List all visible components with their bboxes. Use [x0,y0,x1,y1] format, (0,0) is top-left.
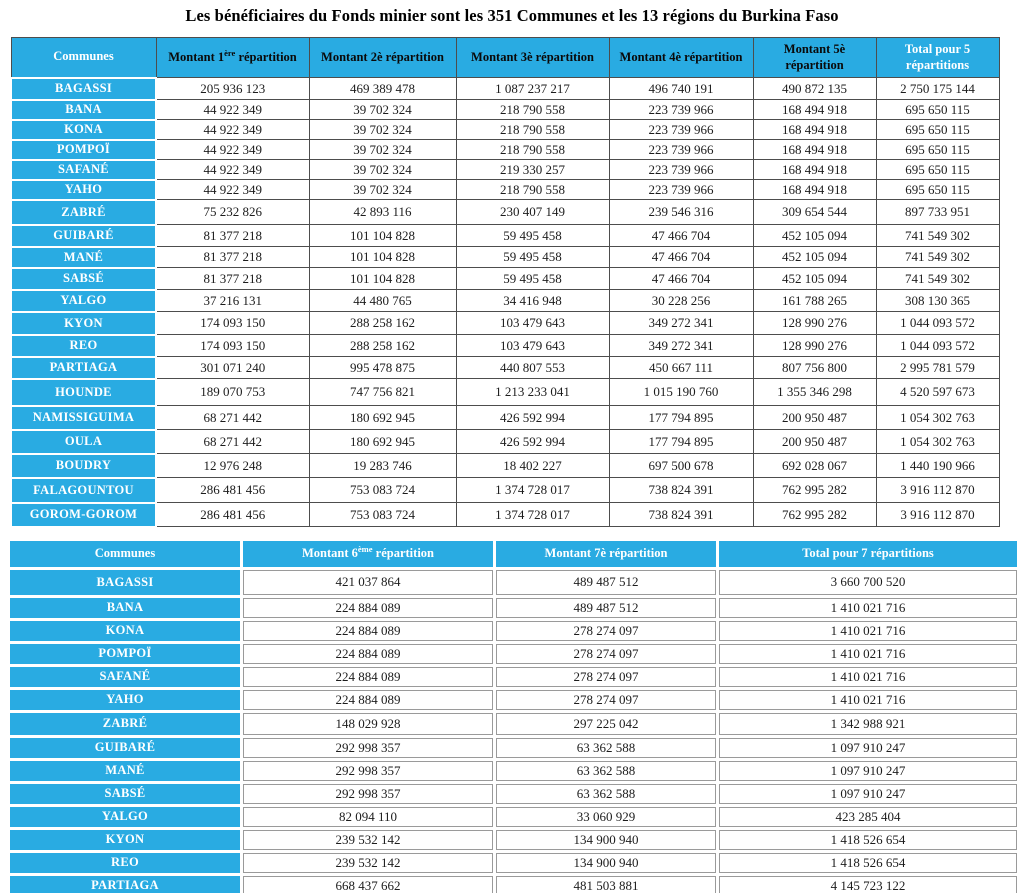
table-row [11,430,999,454]
amount-cell: 200 950 487 [753,430,876,454]
table-row [11,478,999,503]
commune-cell: GOROM-GOROM [11,503,156,527]
commune-cell: MANÉ [10,761,240,781]
amount-cell: 205 936 123 [156,78,309,100]
table-row [10,807,1017,827]
commune-cell: BAGASSI [10,570,240,595]
amount-cell: 223 739 966 [609,120,753,140]
column-header-label: Montant 3è répartition [471,49,594,64]
amount-cell: 47 466 704 [609,247,753,268]
amount-cell: 308 130 365 [876,290,999,312]
amount-cell: 452 105 094 [753,247,876,268]
amount-cell: 174 093 150 [156,312,309,335]
commune-cell: MANÉ [11,247,156,268]
amount-cell: 278 274 097 [496,690,716,710]
column-header [876,38,999,78]
table-row [11,379,999,406]
amount-cell: 39 702 324 [309,180,456,200]
amount-cell: 278 274 097 [496,667,716,687]
amount-cell: 218 790 558 [456,180,609,200]
amount-cell: 469 389 478 [309,78,456,100]
table-row [10,738,1017,758]
amount-cell: 81 377 218 [156,225,309,247]
amount-cell: 423 285 404 [719,807,1017,827]
amount-cell: 168 494 918 [753,160,876,180]
amount-cell: 148 029 928 [243,713,493,735]
amount-cell: 4 145 723 122 [719,876,1017,893]
ordinal-superscript: ère [224,47,236,58]
table-row [11,120,999,140]
table-row [11,225,999,247]
amount-cell: 452 105 094 [753,225,876,247]
amount-cell: 1 418 526 654 [719,853,1017,873]
amount-cell: 278 274 097 [496,621,716,641]
column-header-label: Montant 6 [302,545,358,560]
amount-cell: 18 402 227 [456,454,609,478]
amount-cell: 44 922 349 [156,180,309,200]
amount-cell: 292 998 357 [243,784,493,804]
amount-cell: 12 976 248 [156,454,309,478]
amount-cell: 3 916 112 870 [876,503,999,527]
amount-cell: 292 998 357 [243,738,493,758]
amount-cell: 103 479 643 [456,312,609,335]
amount-cell: 224 884 089 [243,598,493,618]
amount-cell: 1 213 233 041 [456,379,609,406]
commune-cell: REO [10,853,240,873]
column-header-label: Montant 2è répartition [321,49,444,64]
column-header-label: Total pour 5 répartitions [904,41,971,72]
amount-cell: 695 650 115 [876,100,999,120]
amount-cell: 692 028 067 [753,454,876,478]
amount-cell: 1 355 346 298 [753,379,876,406]
amount-cell: 897 733 951 [876,200,999,225]
table2-header [10,541,1017,567]
amount-cell: 224 884 089 [243,621,493,641]
amount-cell: 741 549 302 [876,268,999,290]
amount-cell: 695 650 115 [876,160,999,180]
amount-cell: 297 225 042 [496,713,716,735]
column-header-label: Total pour 7 répartitions [802,545,934,560]
commune-cell: REO [11,335,156,357]
column-header-label: Montant 7è répartition [544,545,668,560]
commune-cell: YAHO [11,180,156,200]
amount-cell: 44 922 349 [156,140,309,160]
column-header [156,38,309,78]
column-header [11,38,156,78]
commune-cell: NAMISSIGUIMA [11,406,156,430]
amount-cell: 30 228 256 [609,290,753,312]
amount-cell: 1 054 302 763 [876,406,999,430]
amount-cell: 223 739 966 [609,100,753,120]
column-header [496,541,716,567]
amount-cell: 19 283 746 [309,454,456,478]
amount-cell: 168 494 918 [753,100,876,120]
commune-cell: KONA [10,621,240,641]
amount-cell: 180 692 945 [309,406,456,430]
amount-cell: 1 342 988 921 [719,713,1017,735]
table-row [11,140,999,160]
amount-cell: 288 258 162 [309,335,456,357]
amount-cell: 34 416 948 [456,290,609,312]
amount-cell: 218 790 558 [456,100,609,120]
amount-cell: 33 060 929 [496,807,716,827]
amount-cell: 63 362 588 [496,784,716,804]
amount-cell: 224 884 089 [243,690,493,710]
commune-cell: BOUDRY [11,454,156,478]
amount-cell: 101 104 828 [309,225,456,247]
amount-cell: 81 377 218 [156,268,309,290]
amount-cell: 103 479 643 [456,335,609,357]
commune-cell: BANA [10,598,240,618]
amount-cell: 450 667 111 [609,357,753,379]
amount-cell: 995 478 875 [309,357,456,379]
amount-cell: 695 650 115 [876,180,999,200]
column-header [609,38,753,78]
amount-cell: 47 466 704 [609,225,753,247]
table-row [11,200,999,225]
amount-cell: 239 546 316 [609,200,753,225]
amount-cell: 224 884 089 [243,644,493,664]
page-title: Les bénéficiaires du Fonds minier sont les 351 Communes et les 13 régions du Burkina Faso [185,6,839,25]
amount-cell: 168 494 918 [753,120,876,140]
amount-cell: 68 271 442 [156,430,309,454]
commune-cell: YAHO [10,690,240,710]
amount-cell: 1 410 021 716 [719,690,1017,710]
amount-cell: 223 739 966 [609,160,753,180]
commune-cell: SAFANÉ [11,160,156,180]
commune-cell: HOUNDE [11,379,156,406]
commune-cell: POMPOÏ [10,644,240,664]
table-row [11,290,999,312]
commune-cell: POMPOÏ [11,140,156,160]
amount-cell: 59 495 458 [456,225,609,247]
amount-cell: 421 037 864 [243,570,493,595]
amount-cell: 738 824 391 [609,503,753,527]
column-header-label: Montant 5è répartition [783,41,846,72]
amount-cell: 286 481 456 [156,503,309,527]
amount-cell: 189 070 753 [156,379,309,406]
table-row [11,335,999,357]
amount-cell: 218 790 558 [456,140,609,160]
commune-cell: KONA [11,120,156,140]
commune-cell: GUIBARÉ [11,225,156,247]
table1-header [11,38,999,78]
header-row [10,541,1017,567]
amount-cell: 161 788 265 [753,290,876,312]
amount-cell: 101 104 828 [309,268,456,290]
commune-cell: SABSÉ [10,784,240,804]
amount-cell: 1 418 526 654 [719,830,1017,850]
amount-cell: 1 374 728 017 [456,478,609,503]
amount-cell: 301 071 240 [156,357,309,379]
commune-cell: GUIBARÉ [10,738,240,758]
amount-cell: 44 922 349 [156,160,309,180]
table-row [11,406,999,430]
amount-cell: 1 097 910 247 [719,784,1017,804]
amount-cell: 440 807 553 [456,357,609,379]
amount-cell: 807 756 800 [753,357,876,379]
commune-cell: KYON [10,830,240,850]
amount-cell: 81 377 218 [156,247,309,268]
amount-cell: 44 922 349 [156,120,309,140]
amount-cell: 134 900 940 [496,853,716,873]
amount-cell: 168 494 918 [753,140,876,160]
amount-cell: 1 097 910 247 [719,738,1017,758]
amount-cell: 59 495 458 [456,247,609,268]
table-row [11,454,999,478]
amount-cell: 695 650 115 [876,120,999,140]
amount-cell: 695 650 115 [876,140,999,160]
column-header [309,38,456,78]
amount-cell: 230 407 149 [456,200,609,225]
column-header [243,541,493,567]
repartitions-1-5-table [10,37,1000,528]
column-header-label: Montant 4è répartition [619,49,743,64]
amount-cell: 75 232 826 [156,200,309,225]
amount-cell: 1 044 093 572 [876,335,999,357]
amount-cell: 177 794 895 [609,430,753,454]
table-row [10,690,1017,710]
commune-cell: SAFANÉ [10,667,240,687]
amount-cell: 762 995 282 [753,503,876,527]
amount-cell: 42 893 116 [309,200,456,225]
amount-cell: 177 794 895 [609,406,753,430]
amount-cell: 59 495 458 [456,268,609,290]
amount-cell: 1 087 237 217 [456,78,609,100]
amount-cell: 349 272 341 [609,335,753,357]
table-row [10,644,1017,664]
column-header-label: Communes [53,49,114,64]
amount-cell: 1 440 190 966 [876,454,999,478]
amount-cell: 481 503 881 [496,876,716,893]
amount-cell: 1 410 021 716 [719,644,1017,664]
amount-cell: 39 702 324 [309,100,456,120]
column-header [719,541,1017,567]
table-row [10,621,1017,641]
amount-cell: 39 702 324 [309,120,456,140]
amount-cell: 426 592 994 [456,430,609,454]
amount-cell: 224 884 089 [243,667,493,687]
table-row [11,160,999,180]
column-header-label: Communes [94,545,156,560]
table-row [10,830,1017,850]
amount-cell: 134 900 940 [496,830,716,850]
amount-cell: 426 592 994 [456,406,609,430]
commune-cell: OULA [11,430,156,454]
amount-cell: 741 549 302 [876,225,999,247]
amount-cell: 288 258 162 [309,312,456,335]
table-row [10,761,1017,781]
amount-cell: 489 487 512 [496,598,716,618]
amount-cell: 668 437 662 [243,876,493,893]
column-header-label-suffix: répartition [372,545,434,560]
commune-cell: ZABRÉ [11,200,156,225]
commune-cell: PARTIAGA [11,357,156,379]
commune-cell: SABSÉ [11,268,156,290]
column-header-label: Montant 1 [168,49,225,64]
table-row [10,853,1017,873]
amount-cell: 44 480 765 [309,290,456,312]
amount-cell: 452 105 094 [753,268,876,290]
amount-cell: 239 532 142 [243,830,493,850]
amount-cell: 753 083 724 [309,478,456,503]
amount-cell: 4 520 597 673 [876,379,999,406]
amount-cell: 1 374 728 017 [456,503,609,527]
table-row [10,876,1017,893]
table-row [11,357,999,379]
table-row [11,180,999,200]
amount-cell: 128 990 276 [753,335,876,357]
amount-cell: 1 410 021 716 [719,667,1017,687]
table-row [11,503,999,527]
amount-cell: 174 093 150 [156,335,309,357]
amount-cell: 39 702 324 [309,160,456,180]
commune-cell: BAGASSI [11,78,156,100]
amount-cell: 219 330 257 [456,160,609,180]
amount-cell: 200 950 487 [753,406,876,430]
table-row [10,570,1017,595]
amount-cell: 239 532 142 [243,853,493,873]
commune-cell: YALGO [10,807,240,827]
table-row [10,784,1017,804]
amount-cell: 2 995 781 579 [876,357,999,379]
repartitions-6-7-table [7,538,1020,893]
amount-cell: 3 916 112 870 [876,478,999,503]
commune-cell: BANA [11,100,156,120]
commune-cell: ZABRÉ [10,713,240,735]
amount-cell: 738 824 391 [609,478,753,503]
table-row [10,598,1017,618]
column-header [10,541,240,567]
amount-cell: 753 083 724 [309,503,456,527]
table1-body [11,78,999,527]
amount-cell: 1 044 093 572 [876,312,999,335]
amount-cell: 490 872 135 [753,78,876,100]
table-row [11,100,999,120]
amount-cell: 223 739 966 [609,140,753,160]
commune-cell: FALAGOUNTOU [11,478,156,503]
amount-cell: 218 790 558 [456,120,609,140]
commune-cell: YALGO [11,290,156,312]
amount-cell: 3 660 700 520 [719,570,1017,595]
amount-cell: 180 692 945 [309,430,456,454]
table-row [10,667,1017,687]
table2-body [10,570,1017,893]
column-header-label-suffix: répartition [235,49,297,64]
ordinal-superscript: ème [357,543,373,554]
amount-cell: 278 274 097 [496,644,716,664]
amount-cell: 762 995 282 [753,478,876,503]
amount-cell: 68 271 442 [156,406,309,430]
amount-cell: 63 362 588 [496,761,716,781]
amount-cell: 489 487 512 [496,570,716,595]
table-row [10,713,1017,735]
amount-cell: 1 410 021 716 [719,621,1017,641]
amount-cell: 697 500 678 [609,454,753,478]
amount-cell: 128 990 276 [753,312,876,335]
amount-cell: 1 410 021 716 [719,598,1017,618]
table-row [11,312,999,335]
commune-cell: PARTIAGA [10,876,240,893]
amount-cell: 292 998 357 [243,761,493,781]
amount-cell: 309 654 544 [753,200,876,225]
amount-cell: 1 054 302 763 [876,430,999,454]
amount-cell: 39 702 324 [309,140,456,160]
amount-cell: 82 094 110 [243,807,493,827]
amount-cell: 1 015 190 760 [609,379,753,406]
amount-cell: 286 481 456 [156,478,309,503]
amount-cell: 47 466 704 [609,268,753,290]
header-row [11,38,999,78]
amount-cell: 63 362 588 [496,738,716,758]
amount-cell: 747 756 821 [309,379,456,406]
table-row [11,247,999,268]
column-header [456,38,609,78]
amount-cell: 349 272 341 [609,312,753,335]
amount-cell: 2 750 175 144 [876,78,999,100]
amount-cell: 1 097 910 247 [719,761,1017,781]
table-row [11,78,999,100]
column-header [753,38,876,78]
amount-cell: 44 922 349 [156,100,309,120]
table-row [11,268,999,290]
amount-cell: 37 216 131 [156,290,309,312]
commune-cell: KYON [11,312,156,335]
amount-cell: 101 104 828 [309,247,456,268]
amount-cell: 168 494 918 [753,180,876,200]
amount-cell: 496 740 191 [609,78,753,100]
amount-cell: 741 549 302 [876,247,999,268]
amount-cell: 223 739 966 [609,180,753,200]
